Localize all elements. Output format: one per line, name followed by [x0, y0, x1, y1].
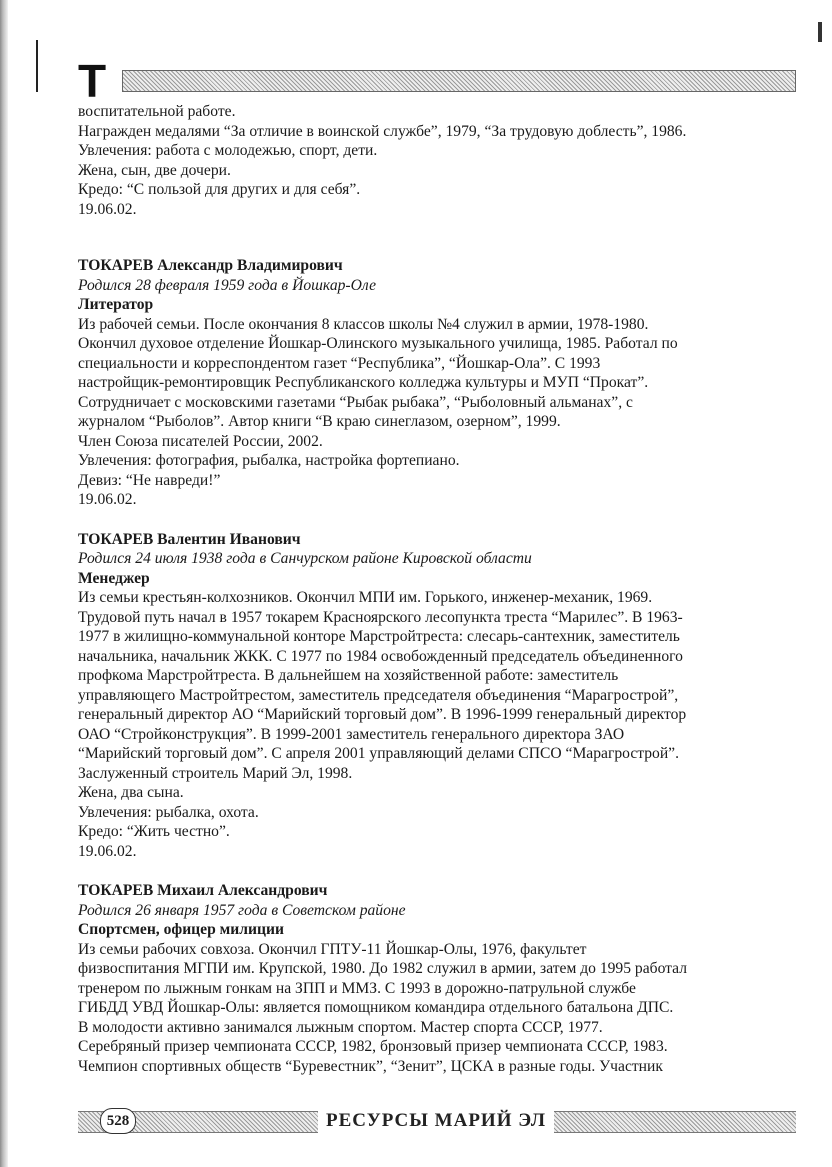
text-line: “Марийский торговый дом”. С апреля 2001 управляющий делами СПСО “Марагрострой”.: [78, 745, 680, 762]
text-line: настройщик-ремонтировщик Республиканского колледжа культуры и МУП “Прокат”.: [78, 374, 649, 391]
corner-mark: [818, 22, 822, 42]
text-line: Кредо: “С пользой для других и для себя”.: [78, 181, 361, 198]
text-line: генеральный директор АО “Марийский торговый дом”. В 1996-1999 генеральный директор: [78, 706, 687, 723]
person-name: ТОКАРЕВ Александр Владимирович: [78, 257, 343, 274]
text-line: Член Союза писателей России, 2002.: [78, 432, 323, 450]
text-line: Окончил духовое отделение Йошкар-Олинского музыкального училища, 1985. Работал по: [78, 335, 678, 352]
text-line: ОАО “Стройконструкция”. В 1999-2001 заместитель генерального директора ЗАО: [78, 725, 625, 743]
continued-entry: [78, 102, 798, 219]
text-line: журналом “Рыболов”. Автор книги “В краю синеглазом, озерном”, 1999.: [78, 413, 561, 430]
section-letter-header: [78, 55, 796, 107]
text-line: начальника, начальник ЖКК. С 1977 по 1984 освобожденный председатель объединенного: [78, 647, 683, 665]
text-line: Кредо: “Жить честно”.: [78, 823, 230, 840]
text-line: воспитательной работе.: [78, 103, 236, 120]
birth-info: Родился 28 февраля 1959 года в Йошкар-Оле: [78, 276, 376, 294]
person-name: ТОКАРЕВ Михаил Александрович: [78, 882, 328, 899]
profession: Менеджер: [78, 569, 150, 587]
text-line: Заслуженный строитель Марий Эл, 1998.: [78, 764, 353, 782]
text-line: Увлечения: фотография, рыбалка, настройка фортепиано.: [78, 452, 460, 469]
birth-info: Родился 24 июля 1938 года в Санчурском районе Кировской области: [78, 550, 532, 567]
section-letter-bar: [122, 70, 796, 92]
text-line: ГИБДД УВД Йошкар-Олы: является помощником командира отдельного батальона ДПС.: [78, 999, 674, 1016]
text-line: Трудовой путь начал в 1957 токарем Красноярского лесопункта треста “Марилес”. В 1963-: [78, 608, 683, 626]
text-line: Серебряный призер чемпионата СССР, 1982, бронзовый призер чемпионата СССР, 1983.: [78, 1038, 668, 1055]
biography-entry: [78, 530, 798, 862]
text-line: 19.06.02.: [78, 491, 137, 508]
text-line: 19.06.02.: [78, 200, 137, 218]
person-name: ТОКАРЕВ Валентин Иванович: [78, 530, 301, 548]
birth-info: Родился 26 января 1957 года в Советском районе: [78, 901, 406, 919]
text-line: Увлечения: рыбалка, охота.: [78, 803, 259, 821]
text-line: Жена, два сына.: [78, 784, 184, 801]
page-content: [78, 102, 798, 1076]
text-line: В молодости активно занимался лыжным спортом. Мастер спорта СССР, 1977.: [78, 1018, 603, 1036]
margin-mark: [36, 40, 38, 92]
text-line: физвоспитания МГПИ им. Крупской, 1980. До 1982 служил в армии, затем до 1995 работал: [78, 960, 688, 977]
text-line: Награжден медалями “За отличие в воинской службе”, 1979, “За трудовую доблесть”, 1986.: [78, 122, 687, 140]
text-line: тренером по лыжным гонкам на ЗПП и ММЗ. С 1993 в дорожно-патрульной службе: [78, 979, 636, 997]
text-line: Жена, сын, две дочери.: [78, 161, 231, 179]
text-line: Чемпион спортивных обществ “Буревестник”, “Зенит”, ЦСКА в разные годы. Участник: [78, 1057, 663, 1075]
journal-title: РЕСУРСЫ МАРИЙ ЭЛ: [318, 1109, 554, 1133]
text-line: 19.06.02.: [78, 842, 137, 860]
text-line: Из семьи рабочих совхоза. Окончил ГПТУ-11 Йошкар-Олы, 1976, факультет: [78, 940, 587, 958]
page-number: 528: [100, 1108, 136, 1134]
text-line: Девиз: “Не навреди!”: [78, 471, 221, 489]
section-letter: Т: [78, 55, 107, 107]
biography-entry: [78, 256, 798, 510]
text-line: Увлечения: работа с молодежью, спорт, дети.: [78, 142, 378, 159]
text-line: Из рабочей семьи. После окончания 8 классов школы №4 служил в армии, 1978-1980.: [78, 315, 649, 333]
text-line: Из семьи крестьян-колхозников. Окончил МПИ им. Горького, инженер-механик, 1969.: [78, 589, 653, 606]
profession: Спортсмен, офицер милиции: [78, 921, 284, 938]
profession: Литератор: [78, 296, 154, 313]
text-line: Сотрудничает с московскими газетами “Рыбак рыбака”, “Рыболовный альманах”, с: [78, 393, 633, 411]
text-line: управляющего Мастройтрестом, заместитель председателя объединения “Марагрострой”,: [78, 686, 679, 704]
text-line: профкома Марстройтреста. В дальнейшем на хозяйственной работе: заместитель: [78, 667, 619, 684]
text-line: специальности и корреспондентом газет “Республика”, “Йошкар-Ола”. С 1993: [78, 354, 601, 372]
text-line: 1977 в жилищно-коммунальной конторе Марстройтреста: слесарь-сантехник, заместитель: [78, 628, 680, 645]
page-footer: [78, 1108, 796, 1134]
scan-binding-edge: [0, 0, 8, 1167]
biography-entry: [78, 881, 798, 1076]
